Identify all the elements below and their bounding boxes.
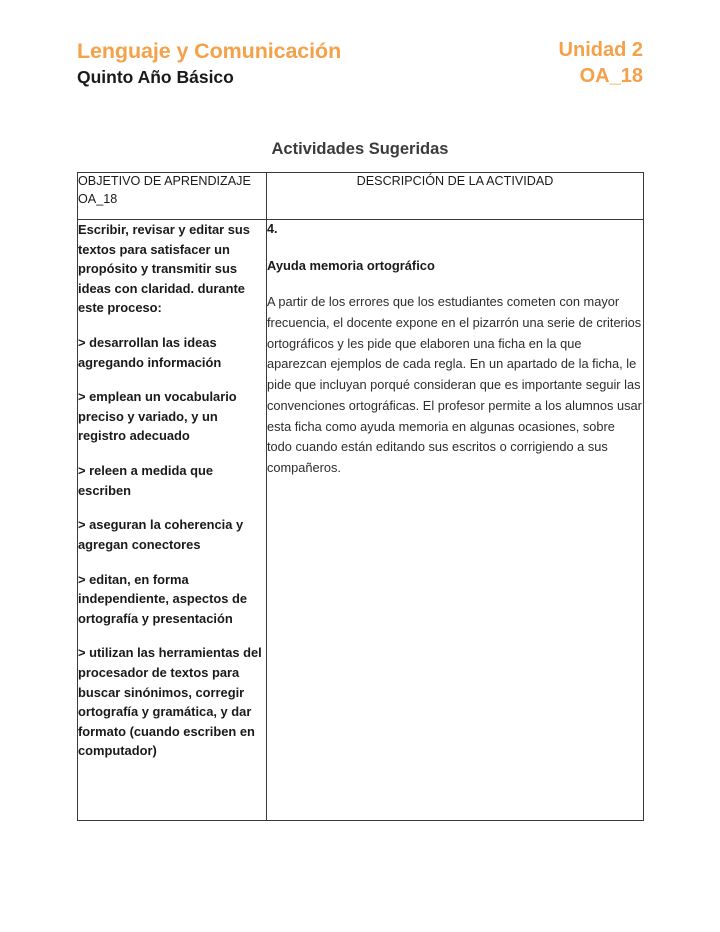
document-header [77,38,643,90]
column-header-objective: OBJETIVO DE APRENDIZAJE OA_18 [78,173,267,220]
column-header-description: DESCRIPCIÓN DE LA ACTIVIDAD [267,173,644,220]
oa-code-title: OA_18 [579,65,643,88]
header-left-group [77,38,341,89]
objective-bullet: > aseguran la coherencia y agregan conectores [78,517,244,552]
activity-table [77,172,644,821]
activity-paragraph: A partir de los errores que los estudiantes cometen con mayor frecuencia, el docente expone en el pizarrón una serie de criterios ortográficos y les pide que elaboren una ficha en la que aparezcan ejemplos de cada regla. En un apartado de la ficha, le pide que incluyan porqué consideran que es importante seguir las convenciones ortográficas. El profesor permite a los alumnos usar esta ficha como ayuda memoria en algunas ocasiones, sobre todo cuando están editando sus escritos o corrigiendo a sus compañeros. [267,294,642,475]
objective-bullet: > utilizan las herramientas del procesador de textos para buscar sinónimos, corregir ortografía y gramática, y dar formato (cuando escriben en computador) [78,645,262,759]
unit-title: Unidad 2 [558,39,643,61]
table-row [78,220,644,821]
objective-bullet: > editan, en forma independiente, aspectos de ortografía y presentación [78,571,248,626]
objective-bullet: > emplean un vocabulario preciso y variado, y un registro adecuado [78,389,237,444]
description-cell [267,220,644,821]
table-header-row [78,173,644,220]
grade-title: Quinto Año Básico [77,67,234,88]
objective-cell [78,220,267,821]
activity-number: 4. [267,222,278,236]
objective-bullet: > desarrollan las ideas agregando información [78,335,222,370]
objective-bullet: > releen a medida que escriben [78,463,214,498]
objective-statement: Escribir, revisar y editar sus textos para satisfacer un propósito y transmitir sus ideas con claridad. durante este proceso: [78,222,250,316]
subject-title: Lenguaje y Comunicación [77,39,342,63]
activity-heading: Ayuda memoria ortográfico [267,257,435,273]
page-title: Actividades Sugeridas [271,140,449,158]
header-right-group [559,38,643,90]
